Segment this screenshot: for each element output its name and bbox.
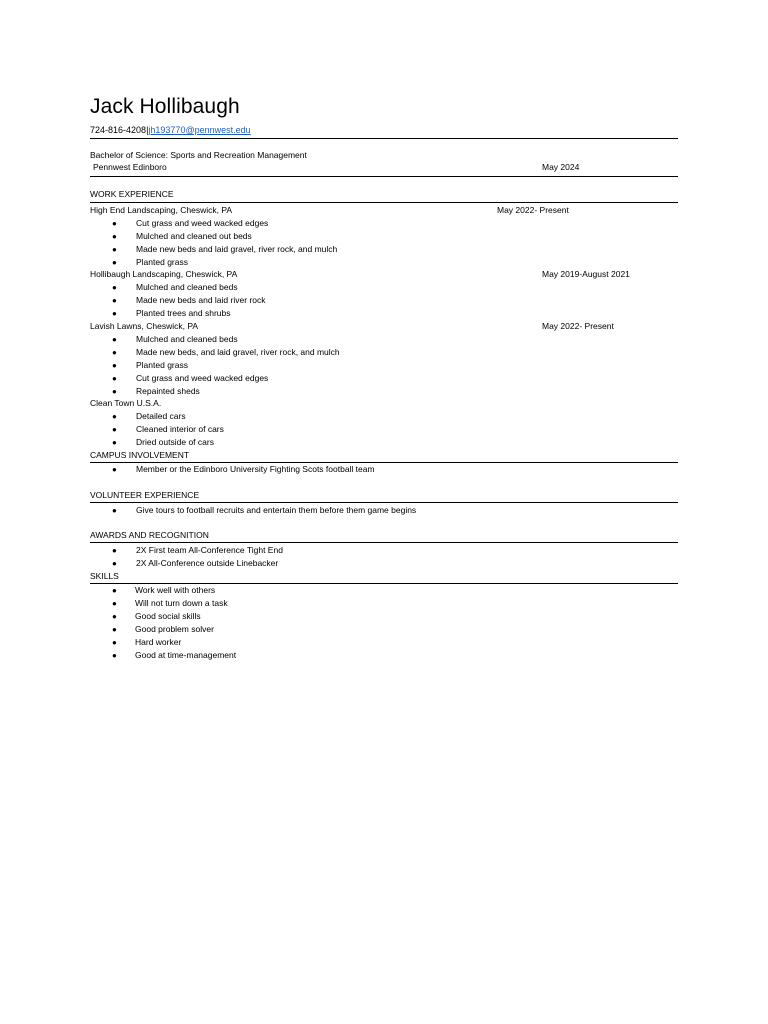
contact-line [90, 125, 251, 135]
job-dates: May 2022- Present [497, 205, 569, 215]
job-employer: Clean Town U.S.A. [90, 398, 162, 408]
bullet-icon: ● [112, 586, 117, 595]
volunteer-heading: VOLUNTEER EXPERIENCE [90, 490, 200, 500]
list-item: Repainted sheds [136, 385, 200, 396]
list-item: Dried outside of cars [136, 436, 214, 447]
bullet-icon: ● [112, 651, 117, 660]
bullet-icon: ● [112, 465, 117, 474]
list-item: Good social skills [135, 611, 201, 621]
list-item: Planted grass [136, 256, 188, 267]
list-item: Made new beds, and laid gravel, river rock, and mulch [136, 346, 340, 357]
list-item: Hard worker [135, 637, 182, 647]
list-item: Cut grass and weed wacked edges [136, 372, 269, 383]
list-item: Made new beds and laid river rock [136, 294, 266, 305]
bullet-icon: ● [112, 599, 117, 608]
list-item: Mulched and cleaned beds [136, 281, 238, 292]
bullet-icon: ● [112, 506, 117, 515]
bullet-icon: ● [112, 334, 117, 344]
job-dates: May 2019-August 2021 [542, 269, 630, 279]
skills-divider [90, 583, 678, 584]
list-item: Will not turn down a task [135, 598, 228, 608]
list-item: Made new beds and laid gravel, river rock, and mulch [136, 243, 338, 254]
school-name: Pennwest Edinboro [93, 162, 167, 172]
list-item: Good problem solver [135, 624, 214, 634]
list-item: Cleaned interior of cars [136, 423, 224, 434]
awards-heading: AWARDS AND RECOGNITION [90, 530, 209, 540]
work-experience-divider [90, 202, 678, 203]
degree-title: Bachelor of Science: Sports and Recreation Management [90, 150, 307, 160]
job-employer: Hollibaugh Landscaping, Cheswick, PA [90, 269, 238, 279]
phone-number: 724-816-4208 [90, 125, 147, 135]
bullet-icon: ● [112, 411, 117, 421]
volunteer-divider [90, 502, 678, 503]
bullet-icon: ● [112, 231, 117, 241]
education-divider [90, 176, 678, 177]
bullet-icon: ● [112, 546, 117, 555]
bullet-icon: ● [112, 218, 117, 228]
bullet-icon: ● [112, 386, 117, 396]
list-item: 2X All-Conference outside Linebacker [136, 557, 279, 568]
bullet-icon: ● [112, 244, 117, 254]
bullet-icon: ● [112, 638, 117, 647]
list-item: 2X First team All-Conference Tight End [136, 545, 283, 555]
bullet-icon: ● [112, 612, 117, 621]
bullet-icon: ● [112, 257, 117, 267]
job-dates: May 2022- Present [542, 321, 614, 331]
header-divider [90, 138, 678, 139]
work-experience-heading: WORK EXPERIENCE [90, 189, 174, 199]
bullet-icon: ● [112, 282, 117, 292]
campus-heading: CAMPUS INVOLVEMENT [90, 450, 190, 460]
contact-separator: | [146, 125, 149, 135]
email-link[interactable]: jh193770@pennwest.edu [148, 125, 251, 135]
bullet-icon: ● [112, 373, 117, 383]
list-item: Detailed cars [136, 410, 186, 421]
bullet-icon: ● [112, 424, 117, 434]
awards-divider [90, 542, 678, 543]
bullet-icon: ● [112, 360, 117, 370]
list-item: Planted grass [136, 359, 188, 370]
list-item: Cut grass and weed wacked edges [136, 217, 269, 228]
list-item: Mulched and cleaned beds [136, 333, 238, 344]
graduation-date: May 2024 [542, 162, 580, 172]
bullet-icon: ● [112, 347, 117, 357]
bullet-icon: ● [112, 308, 117, 318]
bullet-icon: ● [112, 295, 117, 305]
job-employer: High End Landscaping, Cheswick, PA [90, 205, 233, 215]
job-employer: Lavish Lawns, Cheswick, PA [90, 321, 199, 331]
list-item: Give tours to football recruits and entertain them before them game begins [136, 505, 417, 515]
list-item: Good at time-management [135, 650, 237, 660]
bullet-icon: ● [112, 558, 117, 568]
bullet-icon: ● [112, 437, 117, 447]
list-item: Planted trees and shrubs [136, 307, 231, 318]
list-item: Member or the Edinboro University Fighting Scots football team [136, 464, 375, 474]
list-item: Work well with others [135, 585, 216, 595]
candidate-name: Jack Hollibaugh [90, 95, 240, 118]
list-item: Mulched and cleaned out beds [136, 230, 252, 241]
campus-divider [90, 462, 678, 463]
skills-heading: SKILLS [90, 571, 119, 581]
bullet-icon: ● [112, 625, 117, 634]
